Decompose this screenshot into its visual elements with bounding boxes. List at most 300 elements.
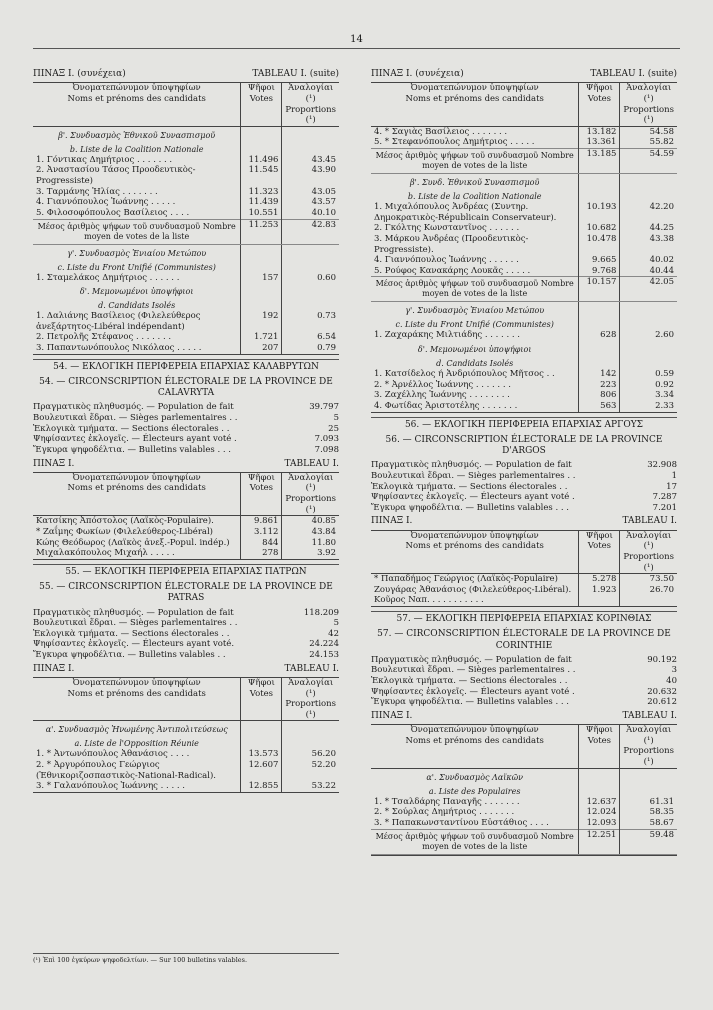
- table-row: [371, 266, 677, 277]
- stat-line: [33, 650, 339, 661]
- caption-gr: ΠΙΝΑΞ I.: [33, 663, 75, 674]
- list-group-heading: [371, 355, 677, 369]
- candidate-name: d. Candidats Isolés: [98, 301, 176, 311]
- votes-cell: [579, 302, 620, 317]
- proportion-cell: [282, 126, 339, 141]
- table-row: [371, 807, 677, 818]
- circonscription-title-fr: 54. — CIRCONSCRIPTION ÉLECTORALE DE LA PROVINCE DE CALAVRYTA: [39, 376, 333, 399]
- votes-cell: [241, 721, 282, 736]
- caption-gr: ΠΙΝΑΞ I.: [371, 516, 413, 527]
- stat-label: Βουλευτικαὶ ἕδραι. — Sièges parlementaires . .: [371, 665, 576, 676]
- stat-label: Ἔγκυρα ψηφοδέλτια. — Bulletins valables . . .: [371, 502, 569, 513]
- votes-cell: 10.157: [579, 277, 620, 302]
- votes-cell: [579, 783, 620, 797]
- table-row: [371, 202, 677, 223]
- candidate-name: Μέσος ἀριθμὸς ψήφων τοῦ συνδυασμοῦ Nombre moyen de votes de la liste: [371, 149, 579, 174]
- votes-cell: 11.323: [241, 187, 282, 198]
- header-votes: Ψῆφοι Votes: [241, 472, 282, 516]
- votes-cell: 628: [579, 330, 620, 341]
- stat-value: 90.192: [647, 654, 677, 665]
- candidate-name: 4. Φωτίδας Ἀριστοτέλης . . . . . . .: [374, 400, 518, 411]
- stat-label: Ψηφίσαντες ἐκλογεῖς. — Électeurs ayant voté .: [371, 492, 575, 503]
- stat-line: [33, 445, 339, 456]
- votes-cell: [241, 259, 282, 273]
- stat-value: 5: [333, 413, 339, 423]
- table-row: [33, 527, 339, 538]
- candidate-name: Μέσος ἀριθμὸς ψήφων τοῦ συνδυασμοῦ Nombre moyen de votes de la liste: [371, 829, 579, 854]
- circonscription-title-fr: 57. — CIRCONSCRIPTION ÉLECTORALE DE LA PROVINCE DE CORINTHIE: [377, 629, 671, 651]
- votes-cell: [579, 174, 620, 189]
- proportion-cell: 43.84: [282, 527, 339, 538]
- proportion-cell: 54.58: [620, 126, 677, 137]
- proportion-cell: [282, 297, 339, 311]
- table-row: [33, 273, 339, 284]
- votes-cell: 11.545: [241, 165, 282, 186]
- stat-value: 5: [333, 618, 339, 629]
- table-caption: [33, 459, 339, 470]
- circonscription-title-gr: 54. — ΕΚΛΟΓΙΚΗ ΠΕΡΙΦΕΡΕΙΑ ΕΠΑΡΧΙΑΣ ΚΑΛΑΒΡΥΤΩΝ: [33, 359, 339, 373]
- header-name: Ὀνοματεπώνυμον ὑποψηφίων Noms et prénoms des candidats: [371, 83, 579, 127]
- candidate-name: δ'. Μεμονωμένοι ὑποψήφιοι: [417, 345, 532, 354]
- table-row: [33, 781, 339, 792]
- table-row: [33, 516, 339, 527]
- list-group-heading: [371, 768, 677, 783]
- results-table: [33, 82, 339, 354]
- candidate-name: 1. * Ἀντωνόπουλος Ἀθανάσιος . . . .: [36, 749, 190, 760]
- proportion-cell: [620, 174, 677, 189]
- candidate-name: c. Liste du Front Unifié (Communistes): [395, 320, 554, 330]
- candidate-name: 5. * Στεφανόπουλος Δημήτριος . . . . .: [374, 137, 535, 148]
- proportion-cell: 0.79: [282, 343, 339, 354]
- candidate-name: 4. * Σαγιὰς Βασίλειος . . . . . . .: [374, 126, 508, 137]
- header-name: Ὀνοματεπώνυμον ὑποψηφίων Noms et prénoms des candidats: [33, 83, 241, 127]
- candidate-name: a. Liste de l'Opposition Réunie: [74, 739, 199, 749]
- header-name: Ὀνοματεπώνυμον ὑποψηφίων Noms et prénoms des candidats: [33, 677, 241, 721]
- stats-block: [33, 608, 339, 661]
- results-table: [371, 724, 677, 855]
- stat-value: 7.287: [652, 492, 677, 503]
- votes-cell: 10.193: [579, 202, 620, 223]
- candidate-name: Μέσος ἀριθμὸς ψήφων τοῦ συνδυασμοῦ Nombre moyen de votes de la liste: [33, 219, 241, 244]
- proportion-cell: [282, 244, 339, 259]
- proportion-cell: 40.10: [282, 208, 339, 219]
- votes-cell: [241, 126, 282, 141]
- table-row: [33, 332, 339, 343]
- votes-cell: 10.551: [241, 208, 282, 219]
- proportion-cell: 11.80: [282, 538, 339, 549]
- table-row: [33, 187, 339, 198]
- stat-label: Βουλευτικαὶ ἕδραι. — Sièges parlementaires . .: [371, 470, 576, 481]
- table-caption: [33, 69, 339, 80]
- caption-fr: TABLEAU I.: [622, 516, 677, 527]
- circonscription-title-gr: 56. — ΕΚΛΟΓΙΚΗ ΠΕΡΙΦΕΡΕΙΑ ΕΠΑΡΧΙΑΣ ΑΡΓΟΥΣ: [371, 417, 677, 431]
- table-row: [371, 585, 677, 596]
- candidate-name: 5. Φιλοσοφόπουλος Βασίλειος . . . .: [36, 207, 190, 218]
- proportion-cell: 3.92: [282, 548, 339, 559]
- votes-cell: 12.855: [241, 781, 282, 792]
- proportion-cell: [620, 768, 677, 783]
- circonscription-title-fr: 56. — CIRCONSCRIPTION ÉLECTORALE DE LA PROVINCE D'ARGOS: [385, 434, 663, 456]
- stat-line: [371, 482, 677, 493]
- table-row: [371, 369, 677, 380]
- votes-cell: 11.253: [241, 219, 282, 244]
- header-proportions: Ἀναλογίαι (¹) Proportions (¹): [282, 83, 339, 127]
- proportion-cell: [282, 735, 339, 749]
- stat-line: [371, 676, 677, 687]
- votes-cell: 192: [241, 311, 282, 332]
- table-row: [371, 234, 677, 255]
- stat-line: [371, 665, 677, 676]
- stat-label: Ψηφίσαντες ἐκλογεῖς. — Électeurs ayant voté .: [371, 686, 575, 697]
- proportion-cell: 43.38: [620, 234, 677, 255]
- candidate-name: b. Liste de la Coalition Nationale: [69, 144, 204, 154]
- candidate-name: * Παπαδήμος Γεώργιος (Λαϊκὸς-Populaire): [374, 574, 558, 585]
- stat-value: 42: [328, 628, 339, 639]
- votes-cell: 9.861: [241, 516, 282, 527]
- votes-cell: [241, 735, 282, 749]
- list-group-heading: [33, 283, 339, 297]
- proportion-cell: [620, 316, 677, 330]
- proportion-cell: 2.33: [620, 401, 677, 412]
- list-group-heading: [33, 126, 339, 141]
- page-number: 14: [350, 34, 363, 45]
- candidate-name: 2. * Ἀρνέλλος Ἰωάννης . . . . . . .: [374, 379, 511, 390]
- proportion-cell: 53.22: [282, 781, 339, 792]
- candidate-name: a. Liste des Populaires: [428, 786, 521, 796]
- proportion-cell: 43.45: [282, 155, 339, 166]
- candidate-name: Κοῦρος Ναπ. . . . . . . . . . .: [374, 595, 484, 606]
- candidate-name: 1. Δαλιάνης Βασίλειος (Φιλελεύθερος ἀνεξάρτητος-Libéral indépendant): [36, 311, 201, 332]
- proportion-cell: 73.50: [620, 574, 677, 585]
- table-row: [33, 760, 339, 781]
- top-rule: [33, 48, 680, 49]
- candidate-name: 1. Σταμελάκος Δημήτριος . . . . . .: [36, 272, 180, 283]
- votes-cell: 9.768: [579, 266, 620, 277]
- votes-cell: 157: [241, 273, 282, 284]
- stat-value: 7.093: [314, 434, 339, 445]
- candidate-name: 1. * Τσαλδάρης Παναγῆς . . . . . . .: [374, 796, 520, 807]
- table-caption: [33, 664, 339, 675]
- table-row: [371, 255, 677, 266]
- stat-line: [371, 697, 677, 708]
- proportion-cell: 59.48: [620, 829, 677, 854]
- proportion-cell: 6.54: [282, 332, 339, 343]
- votes-cell: 207: [241, 343, 282, 354]
- candidate-name: * Ζαΐμης Φωκίων (Φιλελεύθερος-Libéral): [36, 526, 213, 537]
- votes-cell: [579, 768, 620, 783]
- stat-line: [371, 471, 677, 482]
- proportion-cell: 43.05: [282, 187, 339, 198]
- candidate-name: 3. Ταρμάνης Ἡλίας . . . . . . .: [36, 186, 158, 197]
- proportion-cell: 43.90: [282, 165, 339, 186]
- candidate-name: β'. Συνδυασμὸς Ἐθνικοῦ Συνασπισμοῦ: [58, 130, 216, 140]
- average-row: [371, 829, 677, 854]
- stat-line: [371, 687, 677, 698]
- proportion-cell: [620, 783, 677, 797]
- proportion-cell: 58.35: [620, 807, 677, 818]
- proportion-cell: 0.59: [620, 369, 677, 380]
- votes-cell: 10.682: [579, 223, 620, 234]
- header-proportions: Ἀναλογίαι (¹) Proportions (¹): [620, 725, 677, 769]
- stat-value: 39.797: [309, 402, 339, 413]
- list-group-heading: [33, 735, 339, 749]
- candidate-name: Μιχαλακόπουλος Μιχαήλ . . . . .: [36, 548, 175, 559]
- votes-cell: [241, 244, 282, 259]
- proportion-cell: 56.20: [282, 749, 339, 760]
- stat-label: Ἐκλογικὰ τμήματα. — Sections électorales . .: [33, 423, 230, 434]
- proportion-cell: 61.31: [620, 797, 677, 808]
- list-group-heading: [371, 316, 677, 330]
- stat-line: [33, 618, 339, 629]
- average-row: [371, 277, 677, 302]
- votes-cell: 10.478: [579, 234, 620, 255]
- header-votes: Ψῆφοι Votes: [579, 530, 620, 574]
- candidate-name: Μέσος ἀριθμὸς ψήφων τοῦ συνδυασμοῦ Nombre moyen de votes de la liste: [371, 277, 579, 302]
- candidate-name: β'. Συνδ. Ἐθνικοῦ Συνασπισμοῦ: [410, 178, 540, 187]
- votes-cell: 1.923: [579, 585, 620, 596]
- header-name: Ὀνοματεπώνυμον ὑποψηφίων Noms et prénoms des candidats: [371, 725, 579, 769]
- stat-value: 17: [666, 481, 677, 492]
- candidate-name: Ζουγάρας Ἀθανάσιος (Φιλελεύθερος-Libéral).: [374, 584, 572, 595]
- stat-value: 32.908: [647, 460, 677, 471]
- stat-label: Βουλευτικαὶ ἕδραι. — Sièges parlementaires . .: [33, 618, 238, 629]
- stats-block: [33, 402, 339, 455]
- candidate-name: 2. * Σούρλας Δημήτριος . . . . . . .: [374, 807, 515, 818]
- stat-value: 1: [671, 470, 677, 481]
- votes-cell: [241, 297, 282, 311]
- candidate-name: α'. Συνδυασμὸς Ἡνωμένης Ἀντιπολιτεύσεως: [45, 725, 228, 735]
- stat-label: Ψηφίσαντες ἐκλογεῖς. — Électeurs ayant voté .: [33, 434, 237, 445]
- header-name: Ὀνοματεπώνυμον ὑποψηφίων Noms et prénoms des candidats: [33, 472, 241, 516]
- votes-cell: [579, 341, 620, 355]
- candidate-name: δ'. Μεμονωμένοι ὑποψήφιοι: [79, 287, 194, 297]
- list-group-heading: [33, 259, 339, 273]
- stat-line: [371, 655, 677, 666]
- stat-value: 20.632: [647, 686, 677, 697]
- votes-cell: [579, 316, 620, 330]
- votes-cell: 5.278: [579, 574, 620, 585]
- header-proportions: Ἀναλογίαι (¹) Proportions (¹): [620, 83, 677, 127]
- left-column: [33, 66, 339, 793]
- list-group-heading: [33, 297, 339, 311]
- proportion-cell: 3.34: [620, 390, 677, 401]
- stat-value: 3: [671, 665, 677, 676]
- proportion-cell: 40.85: [282, 516, 339, 527]
- candidate-name: 5. Ρούφος Κανακάρης Λουκᾶς . . . . .: [374, 265, 531, 276]
- candidate-name: 2. * Ἀργυρόπουλος Γεώργιος (Ἐθνικοριζοσπαστικὸς-National-Radical).: [36, 760, 216, 781]
- stat-label: Πραγματικὸς πληθυσμός. — Population de fait: [371, 460, 572, 471]
- proportion-cell: 2.60: [620, 330, 677, 341]
- caption-fr: TABLEAU I.: [622, 710, 677, 721]
- table-row: [371, 223, 677, 234]
- votes-cell: 12.607: [241, 760, 282, 781]
- proportion-cell: [620, 302, 677, 317]
- stat-value: 118.209: [303, 607, 339, 618]
- list-group-heading: [371, 188, 677, 202]
- stat-line: [33, 629, 339, 640]
- stat-label: Πραγματικὸς πληθυσμός. — Population de fait: [33, 402, 234, 413]
- proportion-cell: 42.05: [620, 277, 677, 302]
- table-row: [371, 330, 677, 341]
- candidate-name: c. Liste du Front Unifié (Communistes): [57, 262, 216, 272]
- candidate-name: b. Liste de la Coalition Nationale: [407, 192, 542, 201]
- table-row: [371, 126, 677, 137]
- candidate-name: 1. Γόντικας Δημήτριος . . . . . . .: [36, 154, 173, 165]
- candidate-name: 4. Γιαννόπουλος Ἰωάννης . . . . . .: [374, 255, 519, 266]
- stats-block: [371, 460, 677, 513]
- table-row: [371, 401, 677, 412]
- candidate-name: Κατσίκης Ἀπόστολος (Λαϊκὸς-Populaire).: [36, 516, 214, 527]
- stat-label: Ἔγκυρα ψηφοδέλτια. — Bulletins valables . . .: [371, 697, 569, 708]
- footnote: (¹) Ἐπὶ 100 ἐγκύρων ψηφοδελτίων. — Sur 100 bulletins valables.: [33, 953, 339, 964]
- caption-gr: ΠΙΝΑΞ I.: [33, 458, 75, 469]
- stat-value: 7.098: [314, 444, 339, 455]
- table-row: [371, 137, 677, 148]
- stat-line: [33, 434, 339, 445]
- votes-cell: 11.496: [241, 155, 282, 166]
- votes-cell: [241, 141, 282, 155]
- caption-gr: ΠΙΝΑΞ I. (συνέχεια): [371, 69, 464, 79]
- votes-cell: 9.665: [579, 255, 620, 266]
- candidate-name: Κώης Θεόδωρος (Λαϊκὸς ἀνεξ.-Popul. indép.): [36, 537, 230, 548]
- right-column: [371, 66, 677, 856]
- stat-label: Ἐκλογικὰ τμήματα. — Sections électorales . .: [371, 481, 568, 492]
- stats-block: [371, 655, 677, 708]
- proportion-cell: [620, 595, 677, 606]
- proportion-cell: 0.73: [282, 311, 339, 332]
- header-votes: Ψῆφοι Votes: [241, 677, 282, 721]
- list-group-heading: [33, 721, 339, 736]
- proportion-cell: 42.83: [282, 219, 339, 244]
- candidate-name: α'. Συνδυασμὸς Λαϊκῶν: [426, 772, 523, 782]
- votes-cell: 12.093: [579, 818, 620, 829]
- stat-label: Ἔγκυρα ψηφοδέλτια. — Bulletins valables . . .: [33, 444, 231, 455]
- votes-cell: 13.573: [241, 749, 282, 760]
- table-row: [33, 155, 339, 166]
- stat-line: [33, 639, 339, 650]
- votes-cell: 3.112: [241, 527, 282, 538]
- votes-cell: 12.024: [579, 807, 620, 818]
- stat-value: 20.612: [647, 697, 677, 708]
- stat-label: Ἔγκυρα ψηφοδέλτια. — Bulletins valables . .: [33, 650, 226, 660]
- table-row: [371, 380, 677, 391]
- results-table: [33, 677, 339, 793]
- header-votes: Ψῆφοι Votes: [241, 83, 282, 127]
- votes-cell: 13.361: [579, 137, 620, 148]
- proportion-cell: 26.70: [620, 585, 677, 596]
- candidate-name: 2. Γκόλτης Κωνσταντῖνος . . . . . .: [374, 223, 520, 234]
- votes-cell: 278: [241, 548, 282, 559]
- votes-cell: 13.182: [579, 126, 620, 137]
- proportion-cell: [282, 721, 339, 736]
- table-caption: [371, 711, 677, 722]
- header-proportions: Ἀναλογίαι (¹) Proportions (¹): [282, 677, 339, 721]
- candidate-name: 2. Πετρολῆς Στέφανος . . . . . . .: [36, 332, 172, 343]
- votes-cell: [579, 188, 620, 202]
- caption-gr: ΠΙΝΑΞ I.: [371, 710, 413, 721]
- candidate-name: 2. Ἀναστασίου Τάσος Προοδευτικὸς-Progressiste): [36, 165, 196, 186]
- stat-line: [33, 424, 339, 435]
- votes-cell: 11.439: [241, 197, 282, 208]
- stat-line: [371, 492, 677, 503]
- results-table: [33, 472, 339, 560]
- candidate-name: 3. * Γαλανόπουλος Ἰωάννης . . . . .: [36, 781, 185, 792]
- stat-line: [33, 402, 339, 413]
- list-group-heading: [371, 302, 677, 317]
- candidate-name: d. Candidats Isolés: [436, 359, 514, 368]
- proportion-cell: [282, 283, 339, 297]
- proportion-cell: 55.82: [620, 137, 677, 148]
- stat-label: Βουλευτικαὶ ἕδραι. — Sièges parlementaires . .: [33, 413, 238, 423]
- proportion-cell: [620, 355, 677, 369]
- proportion-cell: 0.92: [620, 380, 677, 391]
- caption-fr: TABLEAU I. (suite): [252, 69, 339, 79]
- proportion-cell: [620, 341, 677, 355]
- stat-label: Ψηφίσαντες ἐκλογεῖς. — Électeurs ayant voté.: [33, 639, 235, 650]
- list-group-heading: [371, 341, 677, 355]
- votes-cell: 806: [579, 390, 620, 401]
- table-row: [33, 165, 339, 186]
- proportion-cell: 52.20: [282, 760, 339, 781]
- proportion-cell: 40.44: [620, 266, 677, 277]
- stat-line: [33, 413, 339, 424]
- proportion-cell: [282, 259, 339, 273]
- header-proportions: Ἀναλογίαι (¹) Proportions (¹): [620, 530, 677, 574]
- candidate-name: γ'. Συνδυασμὸς Ἑνιαίου Μετώπου: [405, 306, 545, 316]
- table-row: [371, 595, 677, 606]
- circonscription-title-gr: 55. — ΕΚΛΟΓΙΚΗ ΠΕΡΙΦΕΡΕΙΑ ΕΠΑΡΧΙΑΣ ΠΑΤΡΩΝ: [33, 564, 339, 578]
- proportion-cell: 44.25: [620, 223, 677, 234]
- table-caption: [371, 69, 677, 80]
- proportion-cell: 58.67: [620, 818, 677, 829]
- table-row: [33, 343, 339, 354]
- votes-cell: [579, 355, 620, 369]
- stat-label: Ἐκλογικὰ τμήματα. — Sections électorales . .: [371, 676, 568, 686]
- table-row: [33, 311, 339, 332]
- stat-value: 40: [666, 676, 677, 686]
- table-row: [371, 390, 677, 401]
- caption-fr: TABLEAU I.: [284, 458, 339, 469]
- caption-fr: TABLEAU I.: [284, 663, 339, 674]
- votes-cell: 13.185: [579, 149, 620, 174]
- stat-line: [33, 608, 339, 619]
- header-votes: Ψῆφοι Votes: [579, 83, 620, 127]
- table-row: [371, 574, 677, 585]
- results-table: [371, 82, 677, 412]
- circonscription-title-fr: 55. — CIRCONSCRIPTION ÉLECTORALE DE LA PROVINCE DE PATRAS: [39, 582, 333, 604]
- average-row: [33, 219, 339, 244]
- table-row: [371, 818, 677, 829]
- votes-cell: [579, 595, 620, 606]
- header-name: Ὀνοματεπώνυμον ὑποψηφίων Noms et prénoms des candidats: [371, 530, 579, 574]
- votes-cell: [241, 283, 282, 297]
- candidate-name: γ'. Συνδυασμὸς Ἑνιαίου Μετώπου: [67, 248, 207, 258]
- table-caption: [371, 516, 677, 527]
- table-row: [371, 797, 677, 808]
- votes-cell: 12.251: [579, 829, 620, 854]
- results-table: [371, 530, 677, 607]
- stat-value: 24.153: [309, 650, 339, 660]
- votes-cell: 12.637: [579, 797, 620, 808]
- list-group-heading: [371, 174, 677, 189]
- table-row: [33, 538, 339, 549]
- votes-cell: 223: [579, 380, 620, 391]
- table-row: [33, 548, 339, 559]
- stat-line: [371, 503, 677, 514]
- proportion-cell: 42.20: [620, 202, 677, 223]
- stat-value: 25: [328, 423, 339, 434]
- stat-label: Πραγματικὸς πληθυσμός. — Population de fait: [371, 654, 572, 665]
